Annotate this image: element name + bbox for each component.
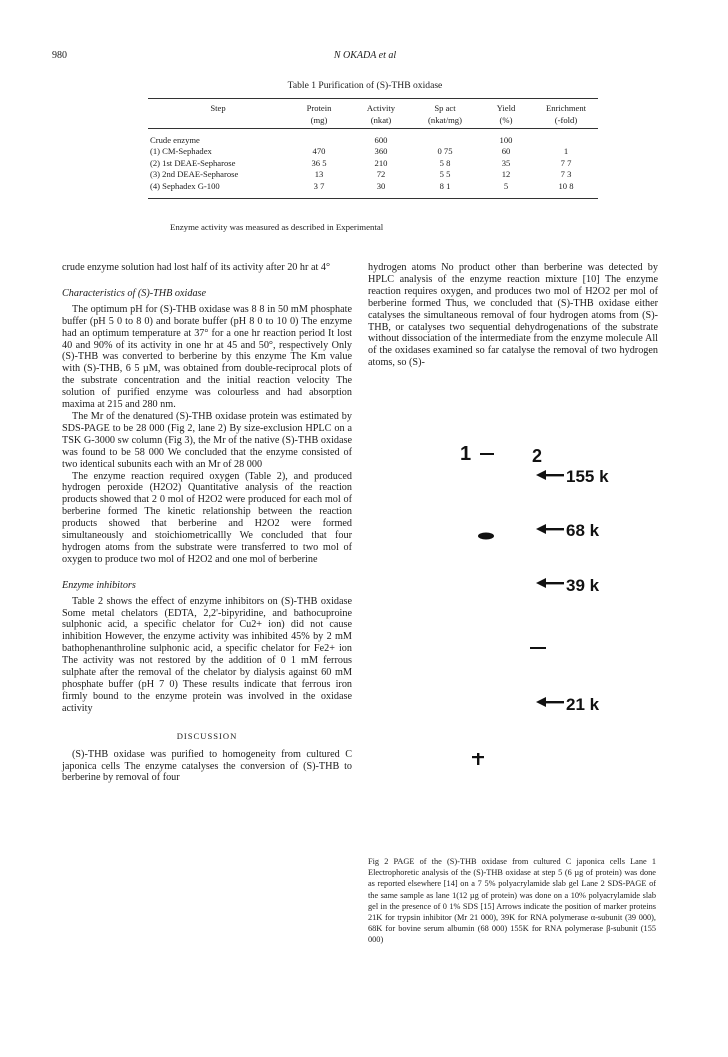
paragraph: The enzyme reaction required oxygen (Table 2), and produced hydrogen peroxide (H2O2) Quantitative analysis of the reaction products showed that 2 0 mol of H2O2 were produced for each mol of berberine formed The kinetic relationship between the reaction products showed that berberine and H2O2 were formed simultaneously and stoichiometricallly We concluded that four hydrogen atoms from the substrate were transferred to two mol of oxygen to produce two mol of H2O2 and one mol of berberine bbox=[62, 470, 352, 565]
col-header: Step bbox=[210, 103, 226, 113]
gel-band bbox=[530, 647, 546, 649]
col-header: Activity (nkat) bbox=[366, 103, 396, 125]
gel-image bbox=[440, 410, 640, 800]
table-cell: (1) CM-Sephadex bbox=[150, 146, 212, 156]
table-cell: 100 bbox=[499, 134, 513, 145]
table-cell bbox=[412, 135, 478, 147]
figure-caption: Fig 2 PAGE of the (S)-THB oxidase from cultured C japonica cells Lane 1 Electrophoretic analysis of the (S)-THB oxidase at step 5 (6 µg of protein) was done as reported elsewhere [14] on a 7 5% polyacrylamide slab gel Lane 2 SDS-PAGE of the same sample as lane 1(12 µg of protein) was done on a 10% polyacrylamide slab gel in the presence of 0 1% SDS [15] Arrows indicate the position of marker proteins 21K for trypsin inhibitor (Mr 21 000), 39K for RNA polymerase α-subunit (39 000), 68K for bovine serum albumin (68 000) 155K for RNA polymerase β-subunit (155 000) bbox=[368, 857, 656, 945]
table-cell: (4) Sephadex G-100 bbox=[150, 180, 220, 191]
svg-text:68 k: 68 k bbox=[566, 521, 600, 540]
table-cell: 60 bbox=[501, 146, 511, 156]
table-cell: 600 bbox=[374, 134, 388, 145]
table-row bbox=[148, 169, 598, 181]
purification-table bbox=[148, 98, 598, 199]
table-row bbox=[148, 181, 598, 193]
gel-band bbox=[478, 533, 494, 540]
table-title: Table 1 Purification of (S)-THB oxidase bbox=[287, 80, 443, 91]
marker-39k bbox=[536, 576, 600, 595]
col-header: Sp act (nkat/mg) bbox=[428, 103, 462, 125]
left-column bbox=[62, 262, 352, 784]
marker-68k bbox=[536, 521, 600, 540]
paragraph: The Mr of the denatured (S)-THB oxidase protein was estimated by SDS-PAGE to be 28 000 (Fig 2, lane 2) By size-exclusion HPLC on a TSK G-3000 sw column (Fig 3), the Mr of the native (S)-THB oxidase was found to be 58 000 We concluded that the enzyme consisted of two identical subunits each with an Mr of 28 000 bbox=[62, 410, 352, 470]
table-cell: 470 bbox=[312, 146, 326, 156]
table-cell: 210 bbox=[374, 157, 388, 168]
table-header-row bbox=[148, 103, 598, 126]
gel-band bbox=[480, 453, 494, 455]
gel-band bbox=[477, 753, 479, 765]
section-heading: Enzyme inhibitors bbox=[62, 579, 136, 591]
table-cell bbox=[534, 135, 598, 147]
table-footnote: Enzyme activity was measured as described in Experimental bbox=[170, 222, 384, 232]
table-cell: 35 bbox=[501, 157, 511, 168]
table-cell: 5 bbox=[503, 180, 509, 191]
right-column bbox=[368, 262, 658, 369]
marker-155k bbox=[536, 467, 609, 486]
svg-text:21 k: 21 k bbox=[566, 695, 600, 714]
section-heading: Characteristics of (S)-THB oxidase bbox=[62, 287, 207, 299]
table-cell: 3 7 bbox=[313, 180, 325, 191]
svg-text:39 k: 39 k bbox=[566, 576, 600, 595]
table-cell: Crude enzyme bbox=[150, 134, 200, 145]
table-row bbox=[148, 158, 598, 170]
table-row bbox=[148, 135, 598, 147]
table-cell: 8 1 bbox=[439, 180, 451, 191]
table-cell: 5 8 bbox=[439, 157, 451, 168]
table-row bbox=[148, 146, 598, 158]
col-header: Yield (%) bbox=[496, 103, 516, 125]
paragraph: crude enzyme solution had lost half of its activity after 20 hr at 4° bbox=[62, 262, 331, 273]
table-cell: 0 75 bbox=[437, 146, 453, 156]
lane-label: 1 bbox=[460, 443, 472, 465]
table-cell: 10 8 bbox=[558, 180, 574, 191]
table-cell: 36 5 bbox=[311, 157, 327, 168]
table-cell: 72 bbox=[376, 169, 386, 179]
table-cell: 7 7 bbox=[560, 157, 572, 168]
col-header: Enrichment (-fold) bbox=[545, 103, 587, 125]
paragraph: (S)-THB oxidase was purified to homogeneity from cultured C japonica cells The enzyme catalyses the conversion of (S)-THB to berberine by removal of four bbox=[62, 748, 352, 784]
table-cell: 7 3 bbox=[560, 169, 572, 179]
paragraph: The optimum pH for (S)-THB oxidase was 8 8 in 50 mM phosphate buffer (pH 5 0 to 8 0) and borate buffer (pH 8 0 to 10 0) The enzyme had an optimum temperature at 37° for a one hr reaction period It lost 40 and 90% of its activity in one hr at 45 and 50°, respectively Only (S)-THB was converted to berberine by this enzyme The Km value with (S)-THB, 6 5 µM, was obtained from double-reciprocal plots of the substrate concentration and the initial reaction velocity The solution of purified enzyme was colourless and had absorption maxima at 215 and 280 nm. bbox=[62, 303, 352, 411]
page-number: 980 bbox=[52, 50, 67, 61]
svg-text:155 k: 155 k bbox=[566, 467, 609, 486]
table-cell: 12 bbox=[501, 169, 511, 179]
col-header: Protein (mg) bbox=[306, 103, 332, 125]
table-cell bbox=[288, 135, 350, 147]
paragraph: Table 2 shows the effect of enzyme inhibitors on (S)-THB oxidase Some metal chelators (EDTA, 2,2'-bipyridine, and bathocuproine sulphonic acid, a specific chelator for Cu2+ ion) did not cause inhibition However, the enzyme activity was inhibited 45% by 2 mM bathophenanthroline sulphonic acid, a specific chelator for Fe2+ ion The activity was not restored by the addition of 0 1 mM ferrous sulphate after the removal of the chelator by dialysis against 60 mM phosphate buffer (pH 7 0) These results indicate that ferrous iron firmly bound to the enzyme protein was involved in the oxidase activity bbox=[62, 595, 352, 714]
table-cell: 1 bbox=[563, 146, 569, 156]
paragraph: hydrogen atoms No product other than berberine was detected by HPLC analysis of the enzyme reaction mixture [10] The enzyme reaction requires oxygen, and produces two mol of H2O2 per mol of berberine formed Thus, we concluded that (S)-THB oxidase either catalyses the simultaneous removal of four hydrogen atoms from (S)-THB, or catalyses two sequential dehydrogenations of the substrate without dissociation of the intermediate from the enzyme molecule All of the oxidases examined so far catalyse the removal of two hydrogen atoms, so (S)- bbox=[368, 262, 658, 369]
table-cell: 30 bbox=[376, 180, 386, 191]
table-cell: 5 5 bbox=[439, 169, 451, 179]
lane-label: 2 bbox=[532, 446, 543, 466]
section-heading: DISCUSSION bbox=[176, 730, 238, 741]
table-cell: (2) 1st DEAE-Sepharose bbox=[150, 157, 236, 168]
marker-21k bbox=[536, 695, 600, 714]
running-head: N OKADA et al bbox=[333, 50, 397, 61]
table-cell: (3) 2nd DEAE-Sepharose bbox=[150, 169, 239, 179]
table-cell: 360 bbox=[374, 146, 388, 156]
table-cell: 13 bbox=[314, 169, 324, 179]
